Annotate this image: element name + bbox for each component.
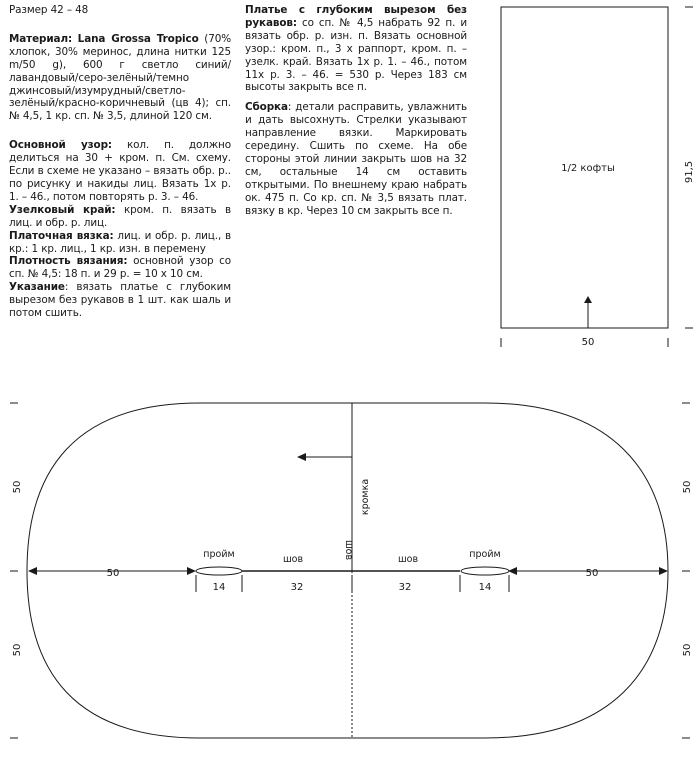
right-armhole-label: пройм xyxy=(469,549,501,560)
center-seam-label: шов xyxy=(343,539,354,561)
left-armhole-measure: 14 xyxy=(212,582,226,593)
knit-direction-arrow-icon xyxy=(297,453,306,461)
right-seam-measure: 32 xyxy=(398,582,412,593)
left-seam-label: шов xyxy=(282,554,304,565)
knot-edge-label: Узелковый край: xyxy=(9,203,116,216)
right-armhole-measure: 14 xyxy=(478,582,492,593)
right-armhole xyxy=(461,567,509,575)
material-brand: Lana Grossa Tropico xyxy=(77,32,199,45)
garter-text: лиц. и обр. р. лиц., в кр.: 1 кр. лиц., 1 кр. изн. в перемену xyxy=(9,229,231,255)
garter-label: Платочная вязка: xyxy=(9,229,114,242)
left-span-arrowhead-icon xyxy=(187,567,196,575)
right-bottom-height: 50 xyxy=(682,643,693,657)
left-armhole xyxy=(196,567,242,575)
material-label: Материал: xyxy=(9,32,73,45)
right-span-arrowhead-icon xyxy=(508,567,517,575)
left-span-measure: 50 xyxy=(106,568,120,579)
left-span-arrow-icon xyxy=(28,567,37,575)
right-seam-label: шов xyxy=(397,554,419,565)
material-text: (70% хлопок, 30% меринос, длина нитки 125 m/50 g), 600 г светло синий/лавандовый/серо-зелёный/темно джинсовый/изумрудный/светло-зелёный/красно-коричневый (цв 4); сп. № 4,5, 1 кр. сп. № 3,5, длиной 120 см. xyxy=(9,32,231,123)
width-measure: 50 xyxy=(581,337,595,348)
basic-pattern-label: Основной узор: xyxy=(9,139,112,152)
right-span-arrow-icon xyxy=(659,567,668,575)
half-jacket-label: 1/2 кофты xyxy=(561,163,615,174)
left-top-height: 50 xyxy=(12,480,23,494)
assembly-label: Сборка xyxy=(245,101,288,114)
right-top-height: 50 xyxy=(682,480,693,494)
density-text: основной узор со сп. № 4,5: 18 п. и 29 р. = 10 х 10 см. xyxy=(9,255,232,281)
knot-edge-text: кром. п. вязать в лиц. и обр. р. лиц. xyxy=(9,203,231,229)
size-line: Размер 42 – 48 xyxy=(9,4,89,16)
left-bottom-height: 50 xyxy=(12,643,23,657)
height-measure: 91,5 xyxy=(684,160,695,184)
edge-label: кромка xyxy=(360,478,371,516)
density-label: Плотность вязания: xyxy=(9,255,128,268)
basic-pattern-text: кол. п. должно делиться на 30 + кром. п. См. схему. Если в схеме не указано – вязать обр. р.. по рисунку и накиды лиц. Вязать 1х р. 1. – 46., потом повторять р. 3. – 46. xyxy=(9,139,232,203)
dress-text: со сп. № 4,5 набрать 92 п. и вязать обр. р. изн. п. Вязать основной узор.: кром. п., 3 х раппорт, кром. п. – узелк. край. Вязать 1х р. 1. – 46., потом 11х р. 3. – 46. = 530 р. Через 183 см высоты закрыть все п. xyxy=(245,16,467,94)
dress-label: Платье с глубоким вырезом без рукавов: xyxy=(245,4,467,29)
left-seam-measure: 32 xyxy=(290,582,304,593)
assembly-text: : детали расправить, увлажнить и дать высохнуть. Стрелки указывают направление вязки. Маркировать середину. Сшить по схеме. На обе стороны этой линии закрыть шов на 32 см, остальные 14 см оставить открытыми. По внешнему краю набрать ок. 475 п. Со кр. сп. № 3,5 вязать плат. вязку в кр. Через 10 см закрыть все п. xyxy=(245,101,467,217)
right-span-measure: 50 xyxy=(585,568,599,579)
note-text: : вязать платье с глубоким вырезом без рукавов в 1 шт. как шаль и потом сшить. xyxy=(9,281,231,320)
note-label: Указание xyxy=(9,281,65,294)
left-armhole-label: пройм xyxy=(203,549,235,560)
